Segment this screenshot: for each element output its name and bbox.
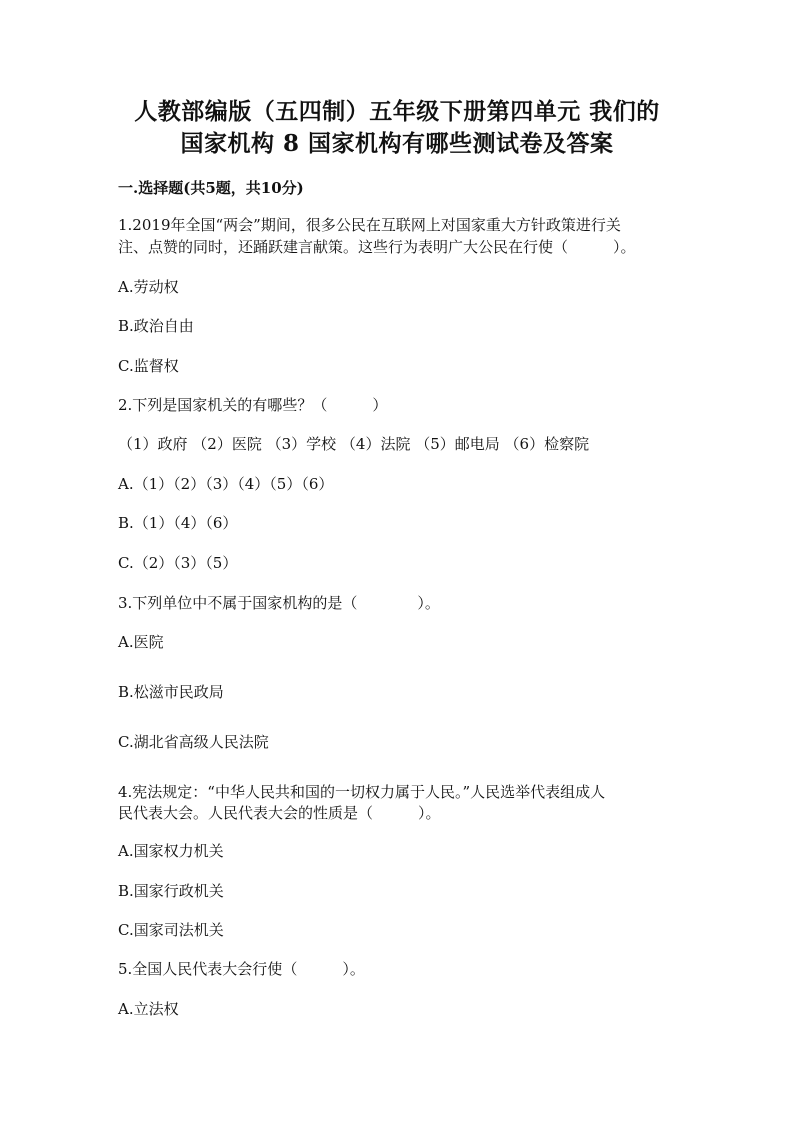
question-2-option-a: A.（1）（2）（3）（4）（5）（6）	[118, 475, 334, 493]
question-1-stem-line-1: 1.2019年全国“两会”期间，很多公民在互联网上对国家重大方针政策进行关	[118, 216, 621, 234]
section-heading: 一.选择题(共5题，共10分)	[118, 179, 304, 197]
question-2-stem-line-2: （1）政府 （2）医院 （3）学校 （4）法院 （5）邮电局 （6）检察院	[118, 435, 590, 453]
question-4-option-b: B.国家行政机关	[118, 882, 224, 900]
question-4-stem-line-1: 4.宪法规定：“中华人民共和国的一切权力属于人民。”人民选举代表组成人	[118, 783, 606, 801]
question-2-option-b: B.（1）（4）（6）	[118, 514, 238, 532]
question-2-stem-line-1: 2.下列是国家机关的有哪些？（ ）	[118, 396, 388, 414]
question-3-option-a: A.医院	[118, 633, 164, 651]
question-1-stem-line-2: 注、点赞的同时，还踊跃建言献策。这些行为表明广大公民在行使（ ）。	[118, 238, 636, 256]
question-1-option-b: B.政治自由	[118, 317, 194, 335]
question-4-stem-line-2: 民代表大会。人民代表大会的性质是（ ）。	[118, 804, 441, 822]
question-3-stem-line-1: 3.下列单位中不属于国家机构的是（ ）。	[118, 594, 440, 612]
page-title-line-1: 人教部编版（五四制）五年级下册第四单元 我们的	[134, 98, 660, 125]
question-2-option-c: C.（2）（3）（5）	[118, 554, 238, 572]
question-1-option-c: C.监督权	[118, 357, 179, 375]
page-title-line-2: 国家机构 8 国家机构有哪些测试卷及答案	[180, 130, 614, 157]
question-3-option-c: C.湖北省高级人民法院	[118, 733, 269, 751]
question-4-option-c: C.国家司法机关	[118, 921, 224, 939]
question-1-option-a: A.劳动权	[118, 278, 179, 296]
question-5-stem-line-1: 5.全国人民代表大会行使（ ）。	[118, 960, 365, 978]
question-5-option-a: A.立法权	[118, 1000, 179, 1018]
question-3-option-b: B.松滋市民政局	[118, 683, 224, 701]
question-4-option-a: A.国家权力机关	[118, 842, 224, 860]
